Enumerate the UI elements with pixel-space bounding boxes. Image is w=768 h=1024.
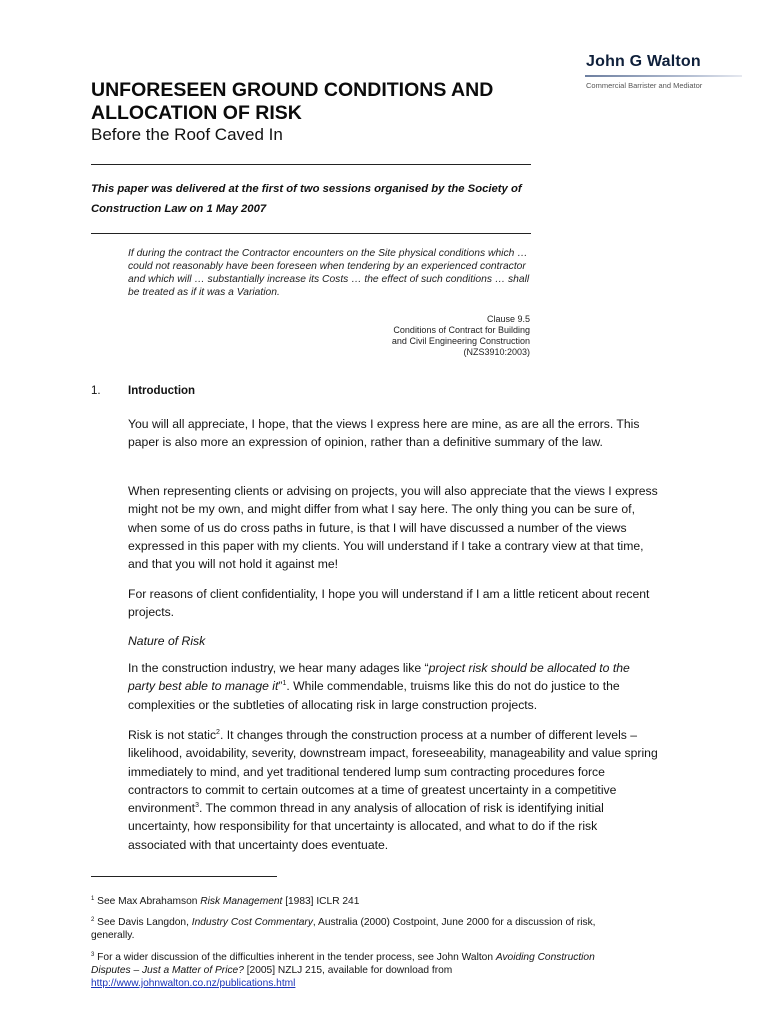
section-number: 1. [91, 385, 101, 397]
logo-divider [585, 75, 742, 77]
citation-line: (NZS3910:2003) [463, 347, 530, 357]
body-paragraph: In the construction industry, we hear many adages like “project risk should be allocated to the party best able to manage it”$^1$. While commendable, truisms like this do not do justice to the complexities or the subtleties of allocating risk in large construction projects. [128, 661, 630, 712]
note-rule [91, 233, 531, 234]
footnote-ref[interactable]: 2 [216, 729, 220, 736]
delivery-note: This paper was delivered at the first of two sessions organised by the Society of Construction Law on 1 May 2007 [91, 183, 522, 215]
logo-name: John G Walton [586, 53, 701, 70]
document-title: UNFORESEEN GROUND CONDITIONS AND ALLOCATION OF RISK [91, 79, 494, 124]
footnote-ref[interactable]: 3 [195, 802, 199, 810]
body-paragraph: For reasons of client confidentiality, I hope you will understand if I am a little reticent about recent projects. [128, 587, 650, 620]
footnote: $^3$ For a wider discussion of the difficulties inherent in the tender process, see John Walton Avoiding Construction Disputes – Just a Matter of Price? [2005] NZLJ 215, available for download from http://www.johnwalton.co.nz/publications.html [91, 952, 595, 989]
footnote-separator [91, 876, 277, 877]
document-subtitle: Before the Roof Caved In [91, 125, 283, 144]
footnote: $^2$ See Davis Langdon, Industry Cost Commentary, Australia (2000) Costpoint, June 2000 for a discussion of risk, generally. [91, 917, 596, 941]
title-rule [91, 164, 531, 165]
body-paragraph: When representing clients or advising on projects, you will also appreciate that the views I express might not be my own, and might differ from what I say here. The only thing you can be sure of, when some of us do cross paths in future, is that I will have discussed a number of the views expressed in this paper with my clients. You will understand if I take a contrary view at that time, and that you will not hold it against me! [128, 484, 658, 572]
logo-tagline: Commercial Barrister and Mediator [586, 81, 703, 90]
citation-line: Conditions of Contract for Building [393, 325, 530, 335]
epigraph-citation [300, 314, 530, 358]
epigraph-quote: If during the contract the Contractor encounters on the Site physical conditions which … could not reasonably have been foreseen when tendering by an experienced contractor and which will … substantially increase its Costs … the effect of such conditions … shall be treated as if it was a Variation. [128, 248, 530, 298]
citation-line: Clause 9.5 [486, 314, 530, 324]
footnote-ref[interactable]: 1 [282, 680, 287, 688]
body-paragraph: You will all appreciate, I hope, that the views I express here are mine, as are all the errors. This paper is also more an expression of opinion, rather than a definitive summary of the law. [128, 417, 640, 450]
publications-link[interactable]: http://www.johnwalton.co.nz/publications.html [91, 978, 296, 989]
body-paragraph: Risk is not static$^2$. It changes through the construction process at a number of different levels – likelihood, avoidability, severity, downstream impact, foreseeability, manageability and value spring immediately to mind, and yet traditional tendered lump sum contracting procedures force contractors to commit to certain outcomes at a time of greatest uncertainty in a competitive environment$^3$. The common thread in any analysis of allocation of risk is identifying initial uncertainty, how responsibility for that uncertainty is allocated, and what to do if the risk associated with that uncertainty does eventuate. [128, 728, 658, 852]
section-title: Introduction [128, 385, 196, 397]
footnote: $^1$ See Max Abrahamson Risk Management [1983] ICLR 241 [91, 896, 360, 907]
citation-line: and Civil Engineering Construction [391, 336, 530, 346]
subheading-nature-of-risk: Nature of Risk [128, 634, 206, 648]
